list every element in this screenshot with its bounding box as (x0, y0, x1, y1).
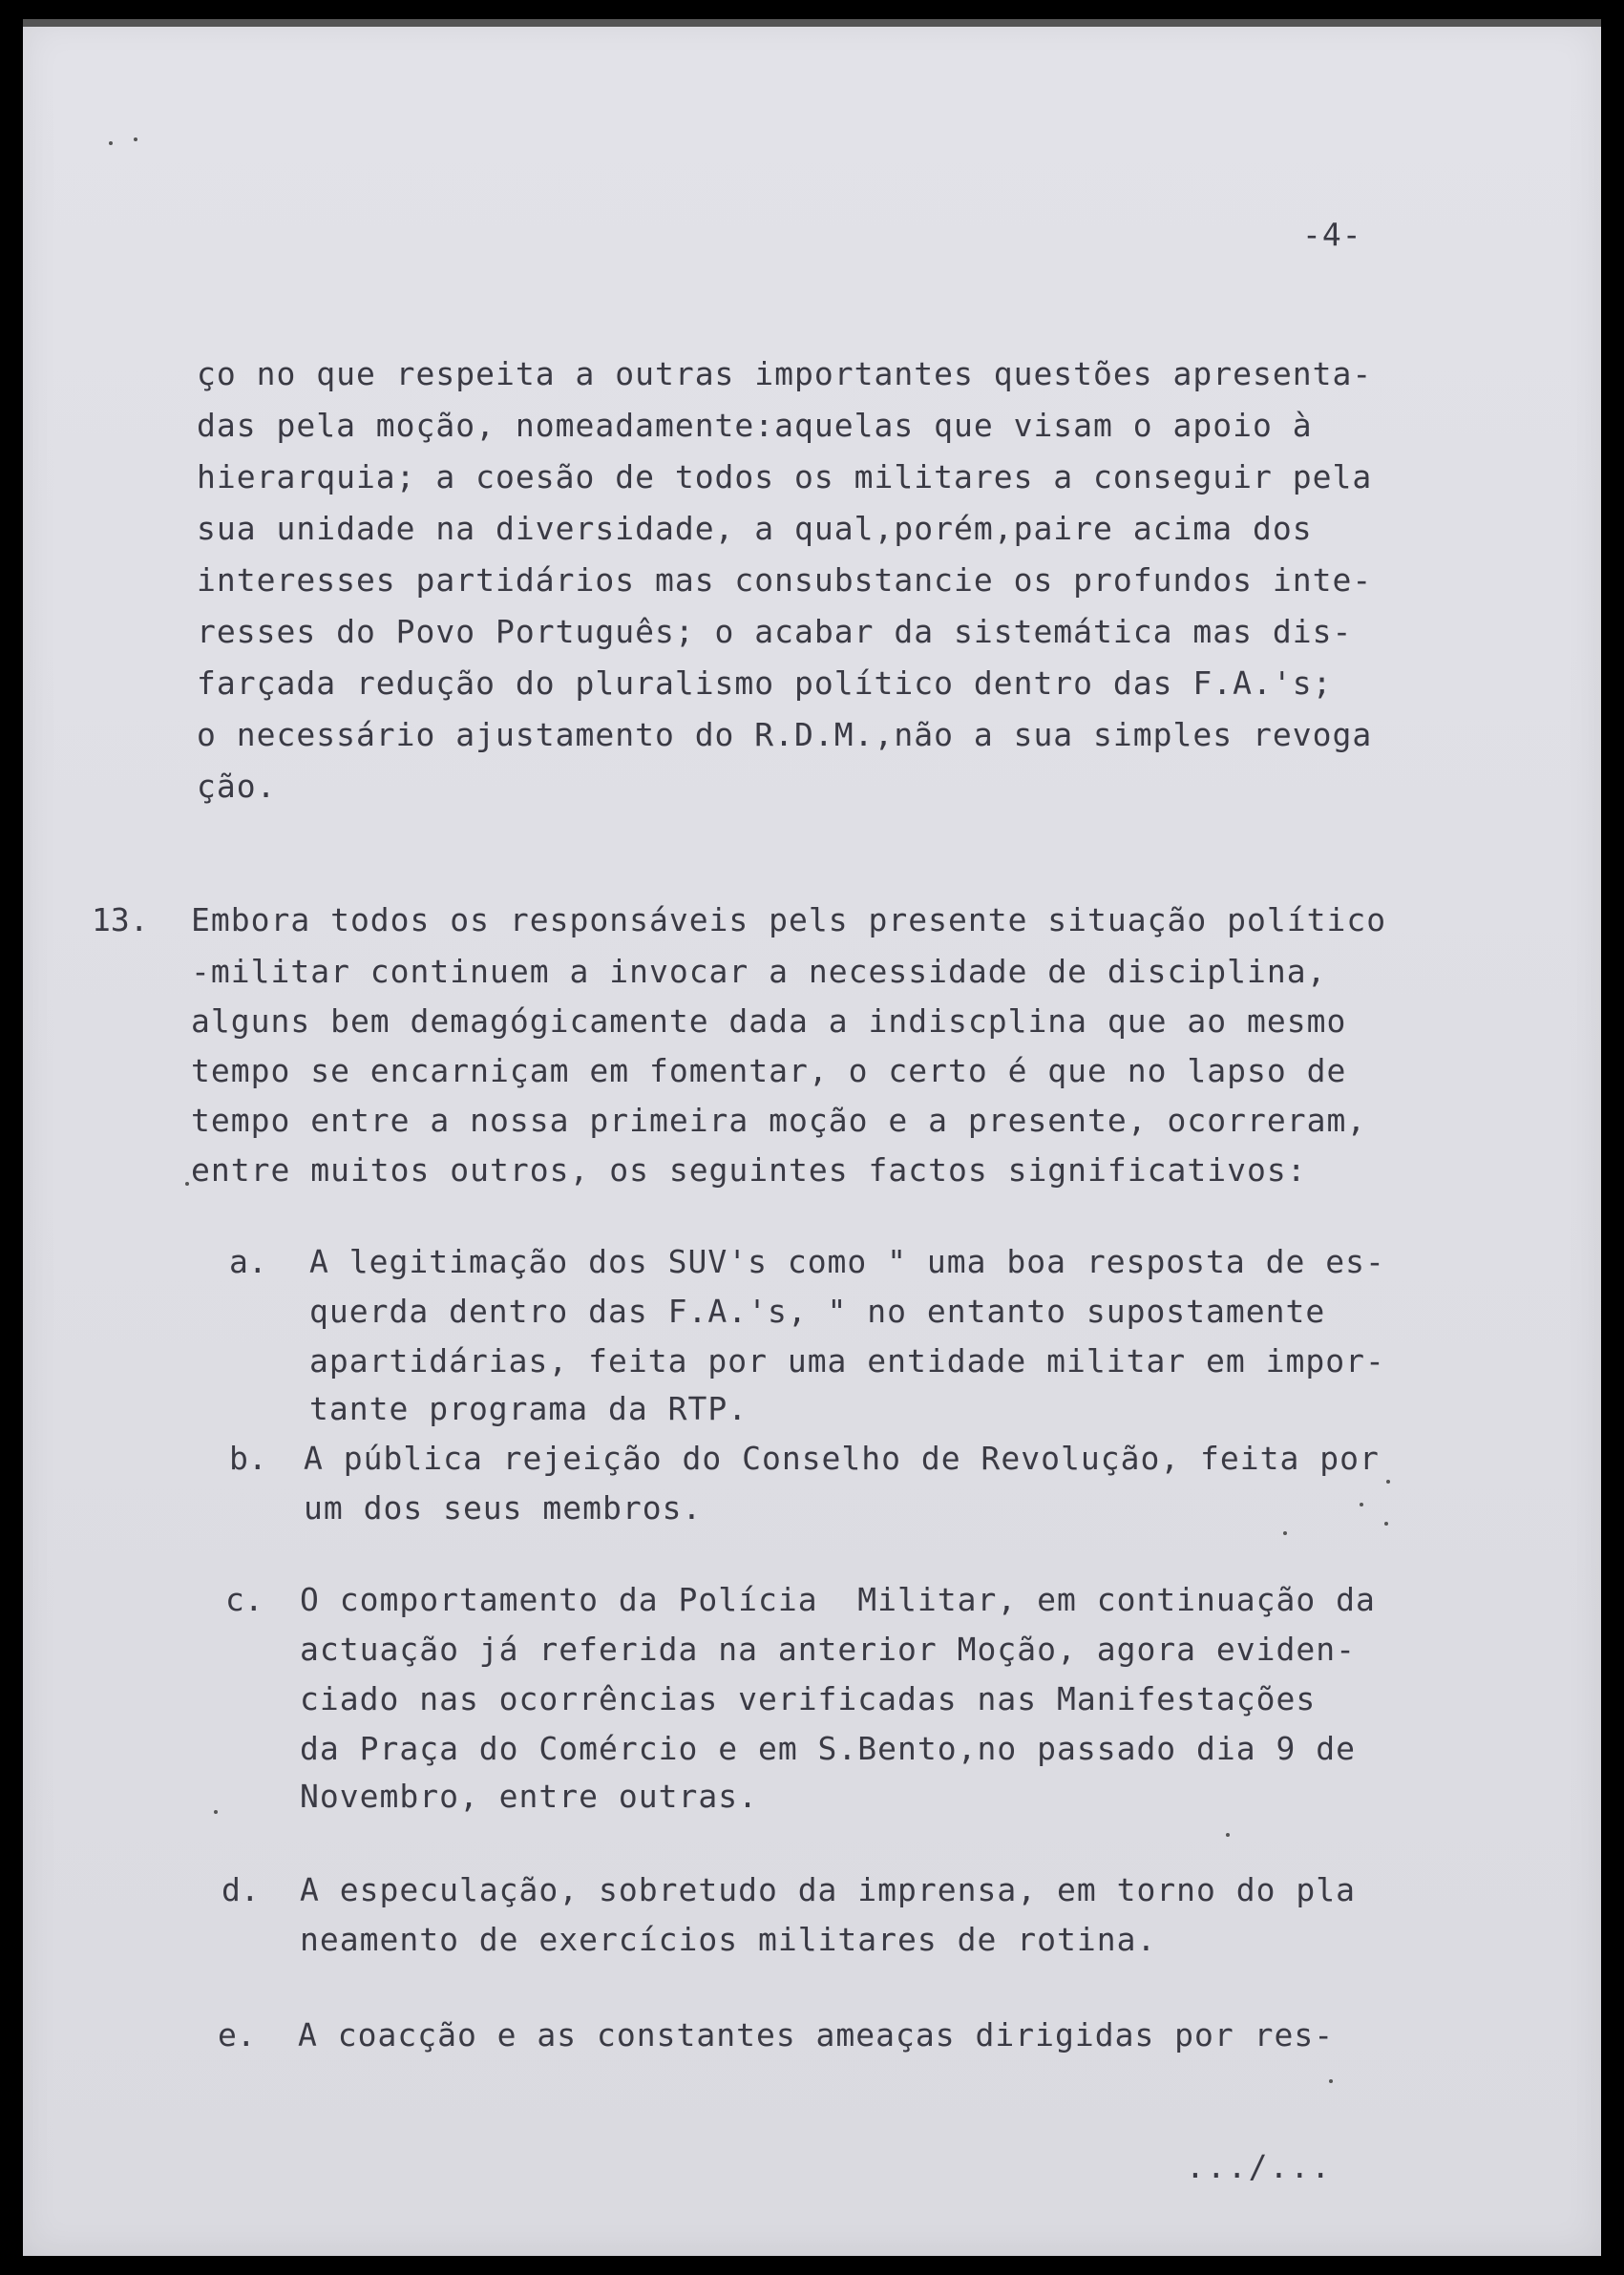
scan-speck (1226, 1833, 1230, 1837)
item-number: 13. (92, 901, 149, 938)
scan-speck (134, 137, 137, 141)
top-border-rule (23, 19, 1601, 27)
intro-line: interesses partidários mas consubstancie os profundos inte- (197, 561, 1373, 599)
item-13-line: tempo se encarniçam em fomentar, o certo é que no lapso de (191, 1052, 1347, 1089)
subitem-letter: c. (225, 1581, 264, 1618)
item-13-line: alguns bem demagógicamente dada a indiscplina que ao mesmo (191, 1002, 1347, 1040)
subitem-line: tante programa da RTP. (309, 1390, 749, 1427)
intro-line: ção. (197, 768, 277, 805)
subitem-line: neamento de exercícios militares de rotina. (300, 1921, 1157, 1958)
intro-line: hierarquia; a coesão de todos os militares a conseguir pela (197, 458, 1373, 495)
intro-line: ço no que respeita a outras importantes questões apresenta- (197, 355, 1373, 392)
subitem-line: actuação já referida na anterior Moção, agora eviden- (300, 1631, 1356, 1668)
subitem-line: O comportamento da Polícia Militar, em continuação da (300, 1581, 1376, 1618)
intro-line: resses do Povo Português; o acabar da sistemática mas dis- (197, 613, 1353, 650)
subitem-letter: e. (218, 2016, 256, 2054)
subitem-letter: a. (229, 1243, 267, 1280)
subitem-line: apartidárias, feita por uma entidade militar em impor- (309, 1342, 1385, 1380)
scan-speck (214, 1810, 218, 1814)
continuation-mark: .../... (1186, 2148, 1333, 2185)
subitem-line: A especulação, sobretudo da imprensa, em torno do pla (300, 1871, 1356, 1908)
item-13-line: entre muitos outros, os seguintes factos significativos: (191, 1151, 1307, 1189)
subitem-line: ciado nas ocorrências verificadas nas Manifestações (300, 1680, 1317, 1717)
subitem-line: A legitimação dos SUV's como " uma boa resposta de es- (309, 1243, 1385, 1280)
subitem-line: um dos seus membros. (304, 1489, 703, 1527)
subitem-letter: b. (229, 1440, 267, 1477)
scan-speck (1386, 1480, 1390, 1484)
subitem-line: Novembro, entre outras. (300, 1778, 758, 1815)
scan-speck (1329, 2079, 1333, 2083)
document-page (23, 19, 1601, 2256)
subitem-letter: d. (221, 1871, 260, 1908)
page-number: -4- (1302, 216, 1362, 253)
scan-speck (1283, 1531, 1287, 1535)
intro-line: farçada redução do pluralismo político dentro das F.A.'s; (197, 664, 1333, 702)
intro-line: o necessário ajustamento do R.D.M.,não a sua simples revoga (197, 716, 1373, 753)
subitem-line: da Praça do Comércio e em S.Bento,no passado dia 9 de (300, 1730, 1356, 1767)
subitem-line: A pública rejeição do Conselho de Revolução, feita por (304, 1440, 1380, 1477)
item-13-line: -militar continuem a invocar a necessidade de disciplina, (191, 953, 1327, 990)
subitem-line: A coacção e as constantes ameaças dirigidas por res- (298, 2016, 1335, 2054)
scan-speck (1384, 1522, 1388, 1526)
scan-speck (109, 141, 113, 145)
scan-speck (185, 1182, 189, 1186)
scan-speck (1360, 1503, 1363, 1506)
item-13-line: tempo entre a nossa primeira moção e a presente, ocorreram, (191, 1102, 1367, 1139)
intro-line: sua unidade na diversidade, a qual,porém,paire acima dos (197, 510, 1313, 547)
intro-line: das pela moção, nomeadamente:aquelas que visam o apoio à (197, 407, 1313, 444)
subitem-line: querda dentro das F.A.'s, " no entanto supostamente (309, 1293, 1326, 1330)
item-13-line: Embora todos os responsáveis pels presente situação político (191, 901, 1387, 938)
